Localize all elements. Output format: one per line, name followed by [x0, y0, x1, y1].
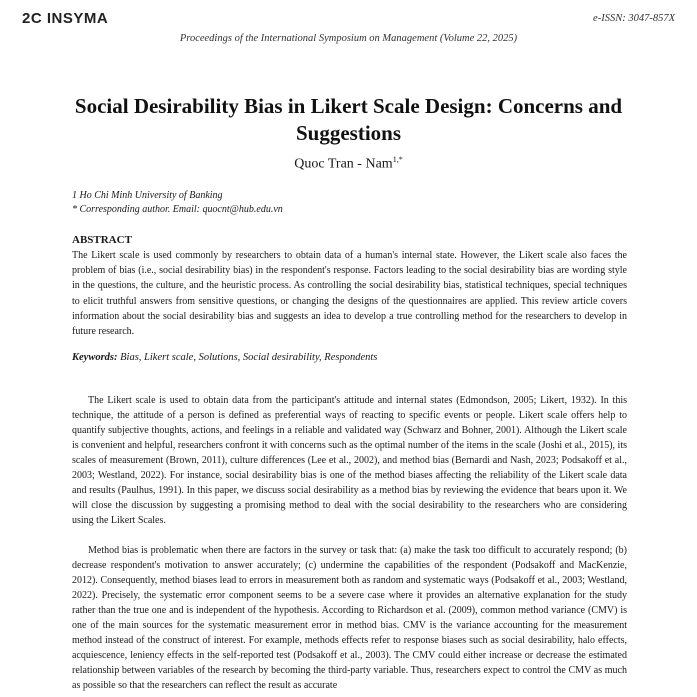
corresponding-author: * Corresponding author. Email: quocnt@hub.edu.vn [72, 203, 283, 215]
abstract-heading: ABSTRACT [72, 234, 132, 246]
keywords-label: Keywords: [72, 352, 118, 363]
body-paragraph-1: The Likert scale is used to obtain data from the participant's attitude and internal states (Edmondson, 2005; Likert, 1932). In this technique, the attitude of a person is defined as preferential ways of reacting to specific events or people. Likert scale offers help to quantify subjective thoughts, actions, and feelings in a reliable and validated way (Schwarz and Bohner, 2001). Although the Likert scale is convenient and helpful, researchers confront it with concerns such as the optimal number of the items in the scale (Joshi et al., 2015), its scales of measurement (Brown, 2011), culture differences (Lee et al., 2002), and method bias (Bernardi and Nash, 2023; Podsakoff et al., 2003; Westland, 2022). For instance, social desirability bias is one of the method biases affecting the reliability of the Likert scale data and results (Paulhus, 1991). In this paper, we discuss social desirability as a method bias by reviewing the evidence that bears upon it. We will close the discussion by suggesting a promising method to deal with the social desirability to the researchers who are considering using the Likert Scales. [72, 395, 627, 526]
abstract-body: The Likert scale is used commonly by researchers to obtain data of a human's internal state. However, the Likert scale also faces the problem of bias (i.e., social desirability bias) in the respondent's response. Factors leading to the social desirability bias are wording style in the questions, the culture, and the heuristic process. As controlling the social desirability bias, statistical techniques, special techniques to elicit truthful answers from sensitive questions, or changing the designs of the questionnaires are applied. This review article covers information about the social desirability bias and suggests an idea to develop a true controlling method for the researchers to develop in future research. [72, 250, 627, 338]
keywords [72, 352, 627, 363]
author-line [0, 155, 697, 173]
author-name: Quoc Tran - Nam [294, 156, 393, 172]
affiliations [72, 189, 283, 216]
journal-logo: 2C INSYMA [22, 10, 109, 27]
issn: e-ISSN: 3047-857X [593, 13, 675, 24]
author-marks: 1,* [392, 155, 403, 164]
affiliation-1: 1 Ho Chi Minh University of Banking [72, 190, 223, 201]
paper-title: Social Desirability Bias in Likert Scale Design: Concerns and Suggestions [74, 94, 623, 145]
body-paragraph-2: Method bias is problematic when there are factors in the survey or task that: (a) make the task too difficult to accurately respond; (b) decrease respondent's motivation to answer accurately; (c) undermine the capabilities of the respondent (Podsakoff and MacKenzie, 2012). Consequently, method biases lead to errors in measurement both as random and systematic ways (Podsakoff et al., 2003; Westland, 2022). Precisely, the systematic error component seems to be a severe case where it provides an alternative explanation for the study rather than the true one and is independent of the hypothesis. According to Richardson et al. (2009), common method variance (CMV) is one of the main sources for the systematic measurement error in method bias. CMV is the variance accounting for the measurement method instead of the construct of interest. For example, methods effects refer to response biases such as social desirability, halo effects, acquiescence, leniency effects in the self-reported test (Podsakoff et al., 2003). The CMV could either increase or decrease the estimated relationship between variables of the research by becoming the third-party variable. Thus, researchers expect to control the CMV as much as possible so that the researchers can reflect the result as accurate [72, 545, 627, 691]
keywords-value: Bias, Likert scale, Solutions, Social desirability, Respondents [120, 352, 378, 363]
proceedings-line: Proceedings of the International Symposium on Management (Volume 22, 2025) [179, 33, 518, 44]
